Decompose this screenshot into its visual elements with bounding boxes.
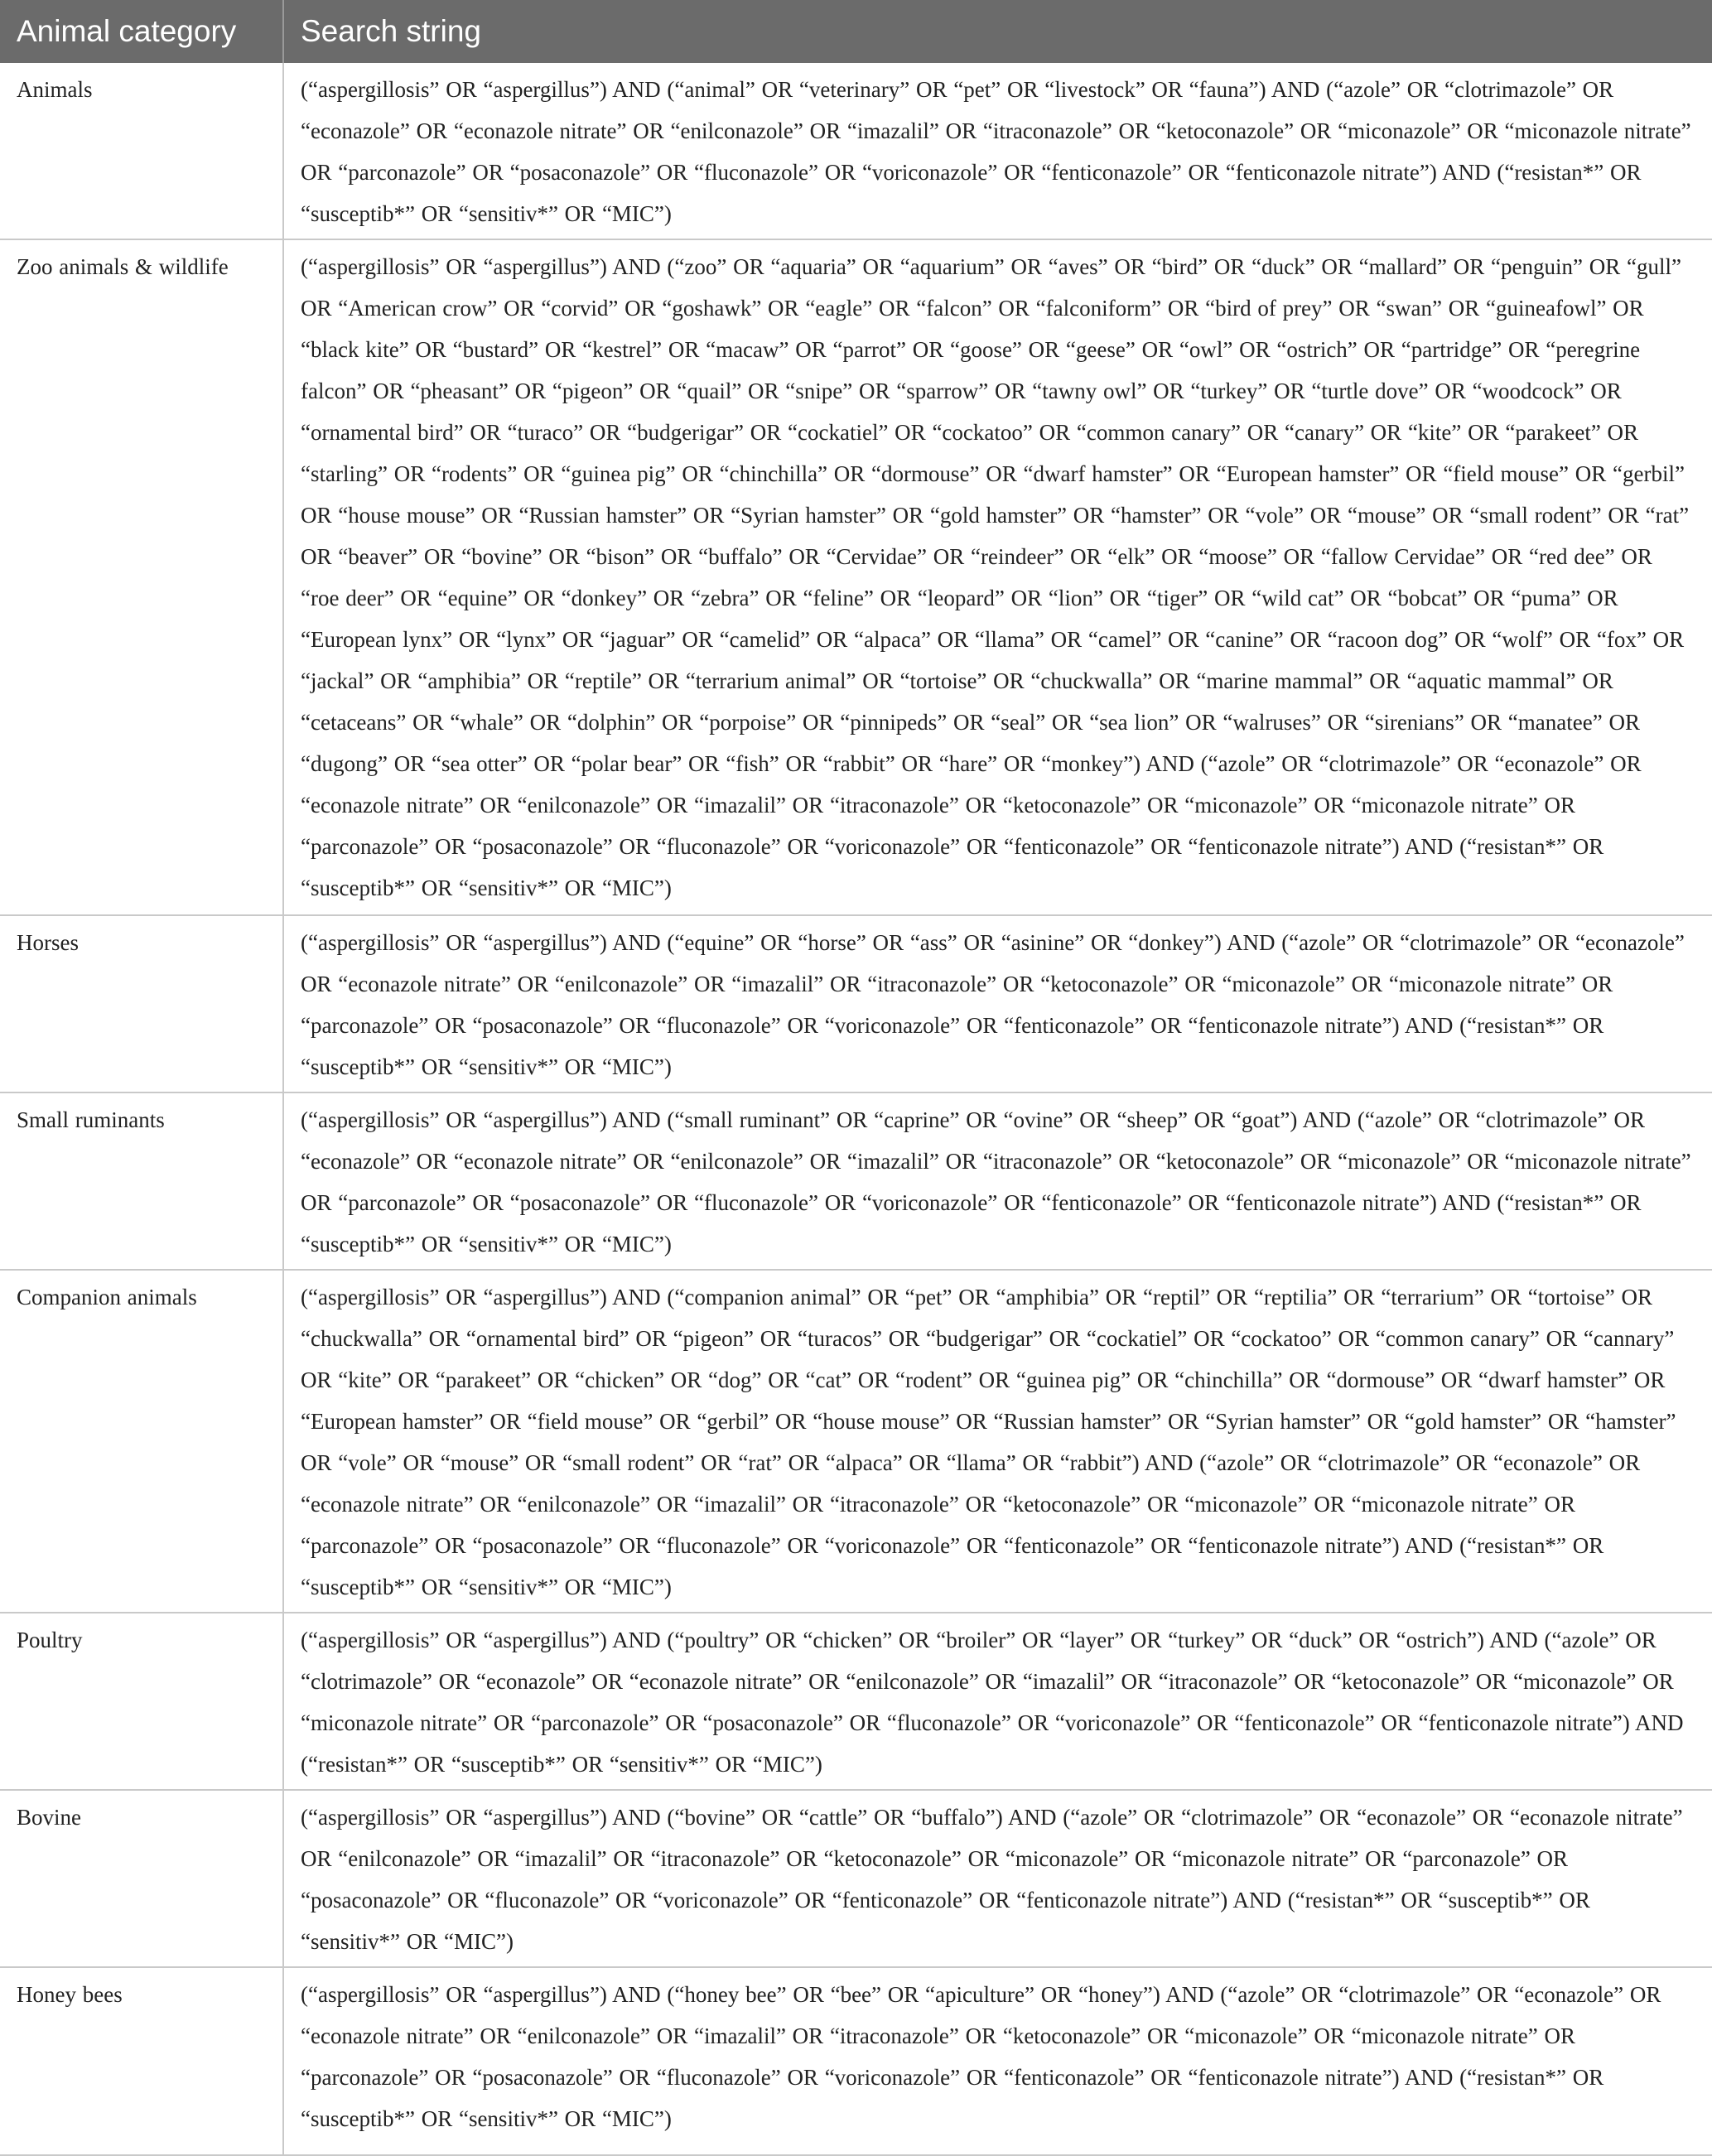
category-cell: Zoo animals & wildlife (0, 239, 283, 915)
table-row (0, 239, 1712, 915)
table-row (0, 1092, 1712, 1270)
search-string-cell: (“aspergillosis” OR “aspergillus”) AND (“animal” OR “veterinary” OR “pet” OR “livestock” OR “fauna”) AND (“azole” OR “clotrimazole” OR “econazole” OR “econazole nitrate” OR “enilconazole” OR “imazalil” OR “itraconazole” OR “ketoconazole” OR “miconazole” OR “miconazole nitrate” OR “parconazole” OR “posaconazole” OR “fluconazole” OR “voriconazole” OR “fenticonazole” OR “fenticonazole nitrate”) AND (“resistan*” OR “susceptib*” OR “sensitiv*” OR “MIC”) (283, 63, 1712, 239)
search-string-cell: (“aspergillosis” OR “aspergillus”) AND (“equine” OR “horse” OR “ass” OR “asinine” OR “donkey”) AND (“azole” OR “clotrimazole” OR “econazole” OR “econazole nitrate” OR “enilconazole” OR “imazalil” OR “itraconazole” OR “ketoconazole” OR “miconazole” OR “miconazole nitrate” OR “parconazole” OR “posaconazole” OR “fluconazole” OR “voriconazole” OR “fenticonazole” OR “fenticonazole nitrate”) AND (“resistan*” OR “susceptib*” OR “sensitiv*” OR “MIC”) (283, 915, 1712, 1092)
category-cell: Animals (0, 63, 283, 239)
category-cell: Horses (0, 915, 283, 1092)
table-body (0, 63, 1712, 2155)
search-string-cell: (“aspergillosis” OR “aspergillus”) AND (“bovine” OR “cattle” OR “buffalo”) AND (“azole” OR “clotrimazole” OR “econazole” OR “econazole nitrate” OR “enilconazole” OR “imazalil” OR “itraconazole” OR “ketoconazole” OR “miconazole” OR “miconazole nitrate” OR “parconazole” OR “posaconazole” OR “fluconazole” OR “voriconazole” OR “fenticonazole” OR “fenticonazole nitrate”) AND (“resistan*” OR “susceptib*” OR “sensitiv*” OR “MIC”) (283, 1790, 1712, 1967)
category-cell: Poultry (0, 1613, 283, 1790)
search-string-cell: (“aspergillosis” OR “aspergillus”) AND (“poultry” OR “chicken” OR “broiler” OR “layer” OR “turkey” OR “duck” OR “ostrich”) AND (“azole” OR “clotrimazole” OR “econazole” OR “econazole nitrate” OR “enilconazole” OR “imazalil” OR “itraconazole” OR “ketoconazole” OR “miconazole” OR “miconazole nitrate” OR “parconazole” OR “posaconazole” OR “fluconazole” OR “voriconazole” OR “fenticonazole” OR “fenticonazole nitrate”) AND (“resistan*” OR “susceptib*” OR “sensitiv*” OR “MIC”) (283, 1613, 1712, 1790)
search-string-cell: (“aspergillosis” OR “aspergillus”) AND (“small ruminant” OR “caprine” OR “ovine” OR “sheep” OR “goat”) AND (“azole” OR “clotrimazole” OR “econazole” OR “econazole nitrate” OR “enilconazole” OR “imazalil” OR “itraconazole” OR “ketoconazole” OR “miconazole” OR “miconazole nitrate” OR “parconazole” OR “posaconazole” OR “fluconazole” OR “voriconazole” OR “fenticonazole” OR “fenticonazole nitrate”) AND (“resistan*” OR “susceptib*” OR “sensitiv*” OR “MIC”) (283, 1092, 1712, 1270)
table-row (0, 1967, 1712, 2155)
search-string-cell: (“aspergillosis” OR “aspergillus”) AND (“zoo” OR “aquaria” OR “aquarium” OR “aves” OR “bird” OR “duck” OR “mallard” OR “penguin” OR “gull” OR “American crow” OR “corvid” OR “goshawk” OR “eagle” OR “falcon” OR “falconiform” OR “bird of prey” OR “swan” OR “guineafowl” OR “black kite” OR “bustard” OR “kestrel” OR “macaw” OR “parrot” OR “goose” OR “geese” OR “owl” OR “ostrich” OR “partridge” OR “peregrine falcon” OR “pheasant” OR “pigeon” OR “quail” OR “snipe” OR “sparrow” OR “tawny owl” OR “turkey” OR “turtle dove” OR “woodcock” OR “ornamental bird” OR “turaco” OR “budgerigar” OR “cockatiel” OR “cockatoo” OR “common canary” OR “canary” OR “kite” OR “parakeet” OR “starling” OR “rodents” OR “guinea pig” OR “chinchilla” OR “dormouse” OR “dwarf hamster” OR “European hamster” OR “field mouse” OR “gerbil” OR “house mouse” OR “Russian hamster” OR “Syrian hamster” OR “gold hamster” OR “hamster” OR “vole” OR “mouse” OR “small rodent” OR “rat” OR “beaver” OR “bovine” OR “bison” OR “buffalo” OR “Cervidae” OR “reindeer” OR “elk” OR “moose” OR “fallow Cervidae” OR “red dee” OR “roe deer” OR “equine” OR “donkey” OR “zebra” OR “feline” OR “leopard” OR “lion” OR “tiger” OR “wild cat” OR “bobcat” OR “puma” OR “European lynx” OR “lynx” OR “jaguar” OR “camelid” OR “alpaca” OR “llama” OR “camel” OR “canine” OR “racoon dog” OR “wolf” OR “fox” OR “jackal” OR “amphibia” OR “reptile” OR “terrarium animal” OR “tortoise” OR “chuckwalla” OR “marine mammal” OR “aquatic mammal” OR “cetaceans” OR “whale” OR “dolphin” OR “porpoise” OR “pinnipeds” OR “seal” OR “sea lion” OR “walruses” OR “sirenians” OR “manatee” OR “dugong” OR “sea otter” OR “polar bear” OR “fish” OR “rabbit” OR “hare” OR “monkey”) AND (“azole” OR “clotrimazole” OR “econazole” OR “econazole nitrate” OR “enilconazole” OR “imazalil” OR “itraconazole” OR “ketoconazole” OR “miconazole” OR “miconazole nitrate” OR “parconazole” OR “posaconazole” OR “fluconazole” OR “voriconazole” OR “fenticonazole” OR “fenticonazole nitrate”) AND (“resistan*” OR “susceptib*” OR “sensitiv*” OR “MIC”) (283, 239, 1712, 915)
table-row (0, 1270, 1712, 1613)
table-row (0, 1790, 1712, 1967)
table-row (0, 915, 1712, 1092)
table-header (0, 0, 1712, 63)
header-row (0, 0, 1712, 63)
category-cell: Bovine (0, 1790, 283, 1967)
category-cell: Companion animals (0, 1270, 283, 1613)
header-search-string: Search string (283, 0, 1712, 63)
category-cell: Small ruminants (0, 1092, 283, 1270)
category-cell: Honey bees (0, 1967, 283, 2155)
table-row (0, 63, 1712, 239)
search-string-cell: (“aspergillosis” OR “aspergillus”) AND (“honey bee” OR “bee” OR “apiculture” OR “honey”) AND (“azole” OR “clotrimazole” OR “econazole” OR “econazole nitrate” OR “enilconazole” OR “imazalil” OR “itraconazole” OR “ketoconazole” OR “miconazole” OR “miconazole nitrate” OR “parconazole” OR “posaconazole” OR “fluconazole” OR “voriconazole” OR “fenticonazole” OR “fenticonazole nitrate”) AND (“resistan*” OR “susceptib*” OR “sensitiv*” OR “MIC”) (283, 1967, 1712, 2155)
search-string-cell: (“aspergillosis” OR “aspergillus”) AND (“companion animal” OR “pet” OR “amphibia” OR “reptil” OR “reptilia” OR “terrarium” OR “tortoise” OR “chuckwalla” OR “ornamental bird” OR “pigeon” OR “turacos” OR “budgerigar” OR “cockatiel” OR “cockatoo” OR “common canary” OR “cannary” OR “kite” OR “parakeet” OR “chicken” OR “dog” OR “cat” OR “rodent” OR “guinea pig” OR “chinchilla” OR “dormouse” OR “dwarf hamster” OR “European hamster” OR “field mouse” OR “gerbil” OR “house mouse” OR “Russian hamster” OR “Syrian hamster” OR “gold hamster” OR “hamster” OR “vole” OR “mouse” OR “small rodent” OR “rat” OR “alpaca” OR “llama” OR “rabbit”) AND (“azole” OR “clotrimazole” OR “econazole” OR “econazole nitrate” OR “enilconazole” OR “imazalil” OR “itraconazole” OR “ketoconazole” OR “miconazole” OR “miconazole nitrate” OR “parconazole” OR “posaconazole” OR “fluconazole” OR “voriconazole” OR “fenticonazole” OR “fenticonazole nitrate”) AND (“resistan*” OR “susceptib*” OR “sensitiv*” OR “MIC”) (283, 1270, 1712, 1613)
header-animal-category: Animal category (0, 0, 283, 63)
table-row (0, 1613, 1712, 1790)
